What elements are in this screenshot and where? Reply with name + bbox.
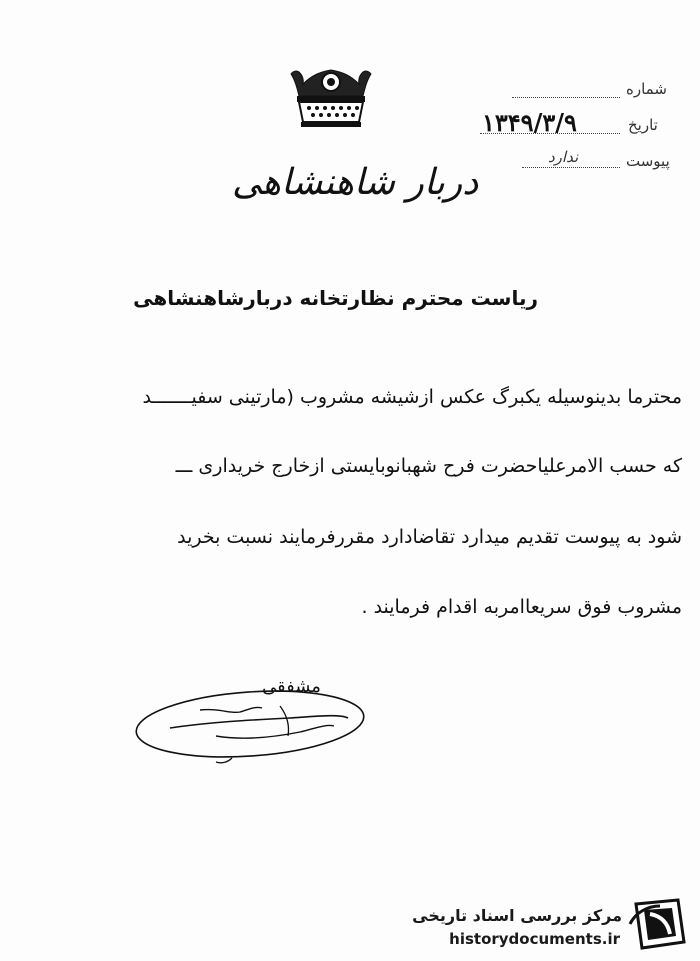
court-title: دربار شاهنشاهی (232, 162, 479, 203)
body-line-3: شود به پیوست تقدیم میدارد تقاضادارد مقررفرمایند نسبت بخرید (177, 526, 682, 548)
signer-name: مشفقی (262, 676, 321, 697)
watermark-url: historydocuments.ir (449, 930, 620, 948)
attachment-label: پیوست (626, 152, 670, 170)
attachment-field-line (522, 166, 620, 168)
attachment-value: ندارد (548, 148, 579, 166)
date-value: ۱۳۴۹/۳/۹ (482, 108, 577, 137)
recipient-line: ریاست محترم نظارتخانه دربارشاهنشاهی (133, 286, 538, 310)
watermark-title: مرکز بررسی اسناد تاریخی (412, 906, 622, 925)
signature-icon (130, 684, 370, 774)
archive-logo-icon (626, 894, 690, 954)
number-label: شماره (626, 80, 667, 98)
body-line-4: مشروب فوق سریعاامربه اقدام فرمایند . (361, 596, 682, 618)
body-line-2: که حسب الامرعلیاحضرت فرح شهبانوبایستی ازخارج خریداری ـــ (175, 455, 682, 477)
number-field-line (512, 96, 620, 98)
date-label: تاریخ (628, 116, 658, 134)
crown-emblem-icon (283, 62, 379, 132)
body-line-1: محترما بدینوسیله یکبرگ عکس ازشیشه مشروب (مارتینی سفیـــــــد (142, 386, 682, 408)
